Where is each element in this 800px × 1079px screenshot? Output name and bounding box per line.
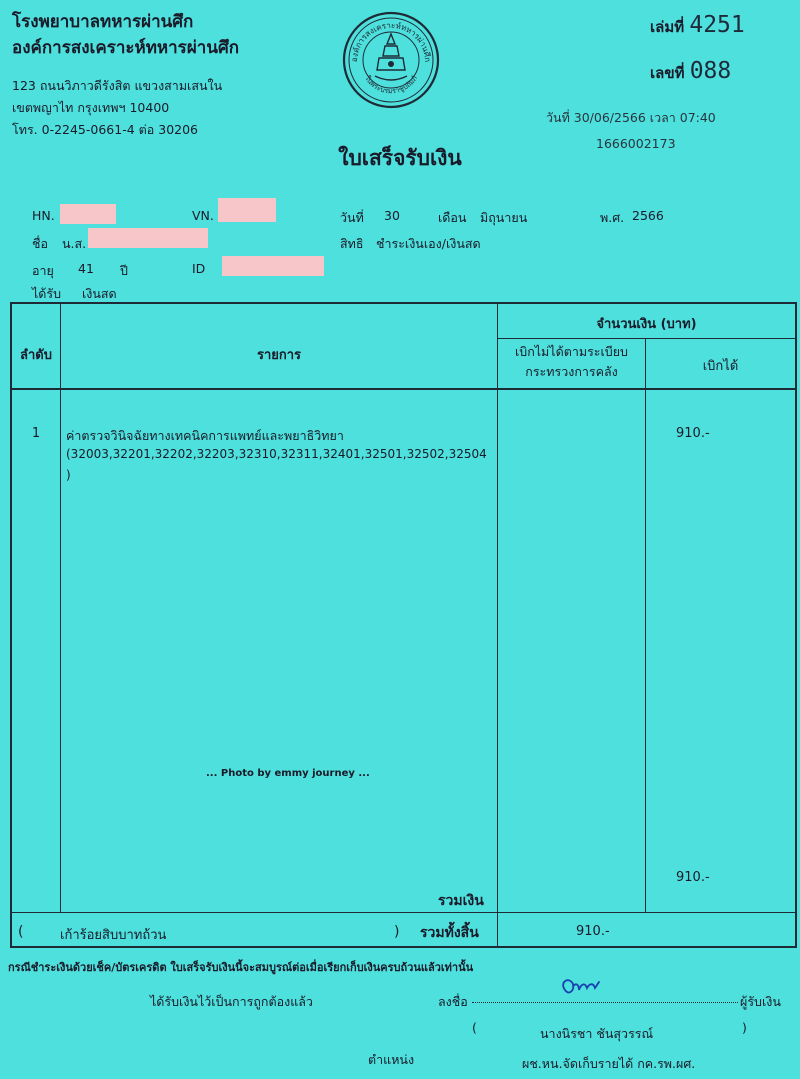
table-amount-subhead-line [497,338,797,339]
table-border-top [10,302,797,304]
phone-number: โทร. 0-2245-0661-4 ต่อ 30206 [12,122,199,137]
age-unit: ปี [120,263,128,278]
vn-redacted [218,198,276,222]
year-label: พ.ศ. [600,210,625,225]
age-value: 41 [78,261,94,276]
table-border-right [795,302,797,948]
hospital-name: โรงพยาบาลทหารผ่านศึก [12,12,194,32]
reference-number: 1666002173 [596,136,676,151]
sign-label: ลงชื่อ [438,994,468,1009]
date-label: วันที่ [340,210,364,225]
photo-watermark: ... Photo by emmy journey ... [206,768,370,779]
received-label: ได้รับ [32,286,62,301]
total-label: รวมทั้งสิ้น [420,925,479,941]
signature-line [472,1002,738,1003]
position-label: ตำแหน่ง [368,1052,415,1067]
table-col-divider-1 [60,302,61,912]
receiver-name: นางนิรชา ชันสุวรรณ์ [540,1026,654,1041]
vn-label: VN. [192,208,214,223]
amount-words-close-paren: ) [394,924,400,940]
receiver-close-paren: ) [742,1020,747,1035]
table-total-line [10,912,797,913]
receiver-open-paren: ( [472,1020,477,1035]
row-description-line3: ) [66,468,71,482]
receipt-number [650,58,731,85]
received-value: เงินสด [82,286,117,301]
age-label: อายุ [32,263,54,278]
organization-name: องค์การสงเคราะห์ทหารผ่านศึก [12,38,240,58]
right-label: สิทธิ [340,236,364,251]
position-value: ผช.หน.จัดเก็บรายได้ กค.รพ.ผศ. [522,1056,696,1071]
hn-redacted [60,204,116,224]
book-label: เล่มที่ [650,18,685,36]
header-claim: เบิกได้ [702,359,739,374]
signature [555,972,611,1002]
header-item: รายการ [256,348,302,363]
date-year: 2566 [632,208,664,223]
month-label: เดือน [438,210,467,225]
table-col-divider-2 [497,302,498,946]
amount-in-words: เก้าร้อยสิบบาทถ้วน [60,928,167,943]
amount-words-open-paren: ( [18,924,24,940]
name-prefix: น.ส. [62,236,87,251]
receipt-datetime: วันที่ 30/06/2566 เวลา 07:40 [546,110,716,125]
receipt-label: เลขที่ [650,64,685,82]
subtotal-claim-amount: 910.- [676,870,710,885]
table-border-bottom [10,946,797,948]
receiver-label: ผู้รับเงิน [740,994,781,1009]
address-line-1: 123 ถนนวิภาวดีรังสิต แขวงสามเสนใน [12,78,223,93]
table-header-bottom [10,388,797,390]
svg-text:ในพระบรมราชูปถัมภ์ [363,74,419,95]
row-description-line2: (32003,32201,32202,32203,32310,32311,32401,32501,32502,32504 [66,447,487,461]
received-confirmation: ได้รับเงินไว้เป็นการถูกต้องแล้ว [150,994,313,1009]
header-nonclaim-line1: เบิกไม่ได้ตามระเบียบ [515,344,628,359]
subtotal-label: รวมเงิน [438,893,484,909]
right-value: ชำระเงินเอง/เงินสด [376,236,481,251]
id-redacted [222,256,324,276]
header-seq: ลำดับ [20,348,52,363]
header-amount: จำนวนเงิน (บาท) [596,317,697,332]
address-line-2: เขตพญาไท กรุงเทพฯ 10400 [12,100,170,115]
date-day: 30 [384,208,400,223]
row-claim-amount: 910.- [676,426,710,441]
receipt-value: 088 [689,58,732,84]
table-border-left [10,302,12,948]
row-description-line1: ค่าตรวจวินิจฉัยทางเทคนิคการแพทย์และพยาธิวิทยา [66,428,344,443]
document-title: ใบเสร็จรับเงิน [338,146,462,170]
header-nonclaim-line2: กระทรวงการคลัง [525,364,618,379]
date-month: มิถุนายน [480,210,528,225]
table-col-divider-3 [645,338,646,912]
seal-top-text: องค์การสงเคราะห์ทหารผ่านศึก [349,20,433,63]
total-amount: 910.- [576,924,610,939]
row-seq: 1 [31,426,41,441]
organization-seal [341,10,441,110]
seal-bottom-text: ในพระบรมราชูปถัมภ์ [362,74,420,96]
name-redacted [88,228,208,248]
book-value: 4251 [689,12,745,38]
id-label: ID [192,261,206,276]
payment-note: กรณีชำระเงินด้วยเช็ค/บัตรเครดิต ใบเสร็จรับเงินนี้จะสมบูรณ์ต่อเมื่อเรียกเก็บเงินครบถ้วนแล้วเท่านั้น [8,961,474,974]
hn-label: HN. [32,208,55,223]
book-number [650,12,745,39]
name-label: ชื่อ [32,236,48,251]
